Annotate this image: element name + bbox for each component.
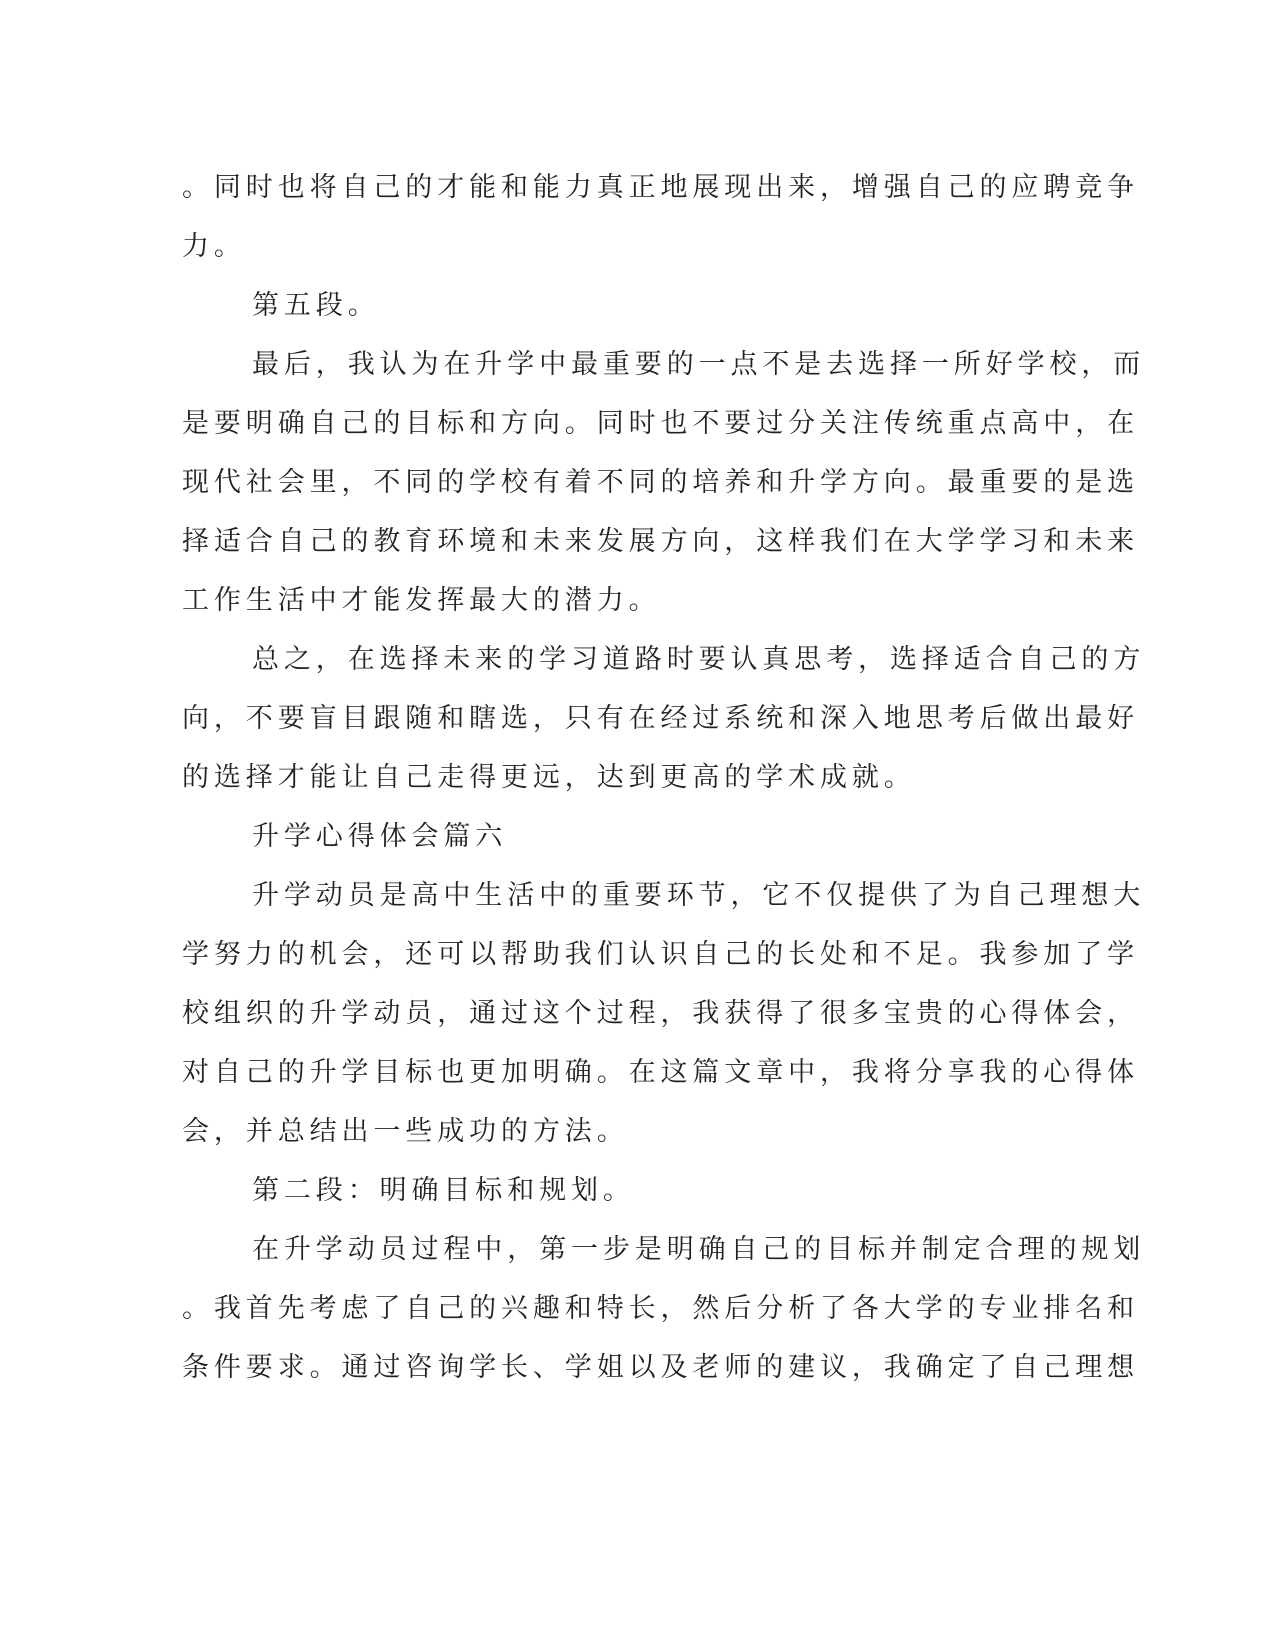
article-title: 升学心得体会篇六 — [252, 821, 508, 852]
text-line: 力。 — [182, 231, 246, 262]
text-line: 是要明确自己的目标和方向。同时也不要过分关注传统重点高中，在 — [182, 408, 1139, 439]
section-heading: 第二段：明确目标和规划。 — [252, 1175, 635, 1206]
paragraph-start: 最后，我认为在升学中最重要的一点不是去选择一所好学校，而 — [252, 349, 1146, 380]
text-line: 对自己的升学目标也更加明确。在这篇文章中，我将分享我的心得体 — [182, 1057, 1139, 1088]
text-line: 工作生活中才能发挥最大的潜力。 — [182, 585, 661, 616]
text-line: 。我首先考虑了自己的兴趣和特长，然后分析了各大学的专业排名和 — [182, 1293, 1139, 1324]
text-line: 现代社会里，不同的学校有着不同的培养和升学方向。最重要的是选 — [182, 467, 1139, 498]
text-line: 条件要求。通过咨询学长、学姐以及老师的建议，我确定了自己理想 — [182, 1352, 1139, 1383]
text-line: 校组织的升学动员，通过这个过程，我获得了很多宝贵的心得体会， — [182, 998, 1139, 1029]
paragraph-start: 在升学动员过程中，第一步是明确自己的目标并制定合理的规划 — [252, 1234, 1146, 1265]
text-line: 的选择才能让自己走得更远，达到更高的学术成就。 — [182, 762, 916, 793]
section-heading: 第五段。 — [252, 290, 380, 321]
document-body — [182, 158, 1146, 1397]
text-line: 学努力的机会，还可以帮助我们认识自己的长处和不足。我参加了学 — [182, 939, 1139, 970]
text-line: 会，并总结出一些成功的方法。 — [182, 1116, 629, 1147]
paragraph-start: 总之，在选择未来的学习道路时要认真思考，选择适合自己的方 — [252, 644, 1146, 675]
text-line: 。同时也将自己的才能和能力真正地展现出来，增强自己的应聘竞争 — [182, 172, 1139, 203]
text-line: 择适合自己的教育环境和未来发展方向，这样我们在大学学习和未来 — [182, 526, 1139, 557]
text-line: 向，不要盲目跟随和瞎选，只有在经过系统和深入地思考后做出最好 — [182, 703, 1139, 734]
paragraph-start: 升学动员是高中生活中的重要环节，它不仅提供了为自己理想大 — [252, 880, 1146, 911]
